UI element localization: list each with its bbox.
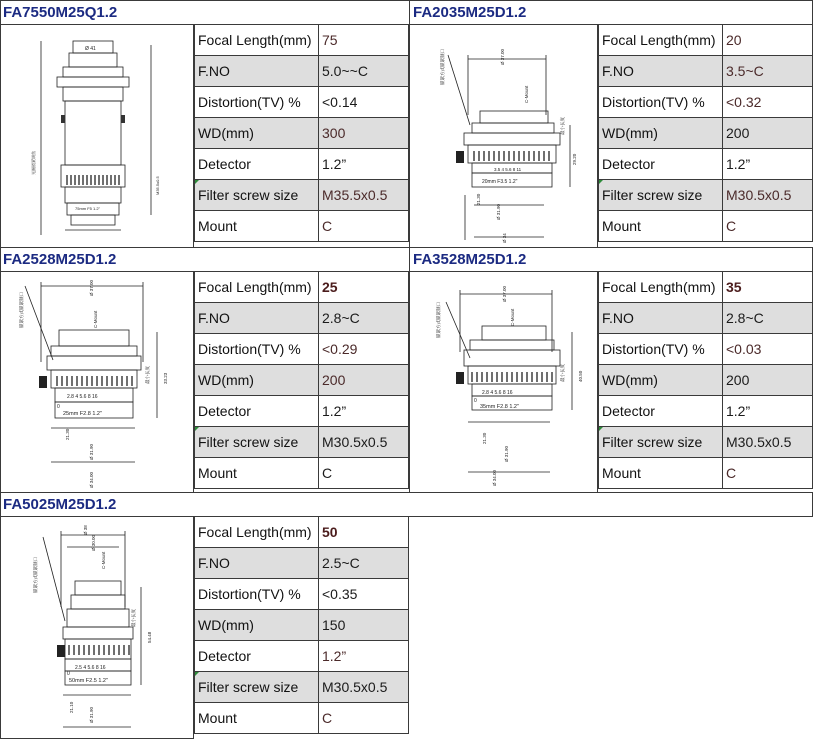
spec-label: F.NO [195,548,319,579]
drawing-label: 50mm F2.5 1.2" [69,678,108,684]
spec-table [194,271,409,489]
spec-label: WD(mm) [599,365,723,396]
drawing-label: Ø 37.00 [89,279,94,296]
spec-label: WD(mm) [599,118,723,149]
spec-value: 1.2” [319,149,409,180]
filter-tick [195,180,199,184]
spec-label: Detector [599,149,723,180]
spec-value: M30.5x0.5 [319,672,409,703]
model-title: FA7550M25Q1.2 [3,4,118,21]
drawing-label: 最小长度 [560,364,565,382]
drawing-label: 锁紧方式锁紧顺口 [440,49,445,85]
spec-label: F.NO [599,303,723,334]
drawing-label: Ø 37.00 [502,285,507,302]
spec-value: C [723,458,813,489]
model-title: FA2528M25D1.2 [3,251,117,268]
spec-value: <0.32 [723,87,813,118]
spec-value: 1.2” [723,149,813,180]
spec-value: 300 [319,118,409,149]
drawing-label: 29.20 [572,153,577,165]
spec-value: M30.5x0.5 [319,427,409,458]
spec-value: 35 [723,272,813,303]
drawing-label: 锁紧方式锁紧顺口 [33,557,38,593]
drawing-label: 0 [474,398,477,404]
spec-label: Focal Length(mm) [599,272,723,303]
drawing-label: C-Mount [510,308,515,326]
spec-value: 20 [723,25,813,56]
spec-label: Filter screw size [195,427,319,458]
spec-label: Mount [599,211,723,242]
spec-table [598,271,813,489]
spec-table [194,516,409,734]
drawing-label: 21.10 [69,701,74,713]
spec-value: 200 [723,118,813,149]
drawing-label: 21.30 [476,193,481,205]
spec-label: Mount [195,211,319,242]
spec-label: Filter screw size [195,672,319,703]
drawing-label: Ø 31.90 [504,445,509,462]
spec-value: 1.2” [723,396,813,427]
drawing-label: C-Mount [101,551,106,569]
drawing-label: Ø 31.90 [89,443,94,460]
spec-value: <0.35 [319,579,409,610]
drawing-label: 20mm F3.5 1.2" [482,179,518,185]
spec-value: 1.2” [319,396,409,427]
spec-value: 200 [723,365,813,396]
lens-drawing [0,271,194,493]
drawing-label: Ø 31.90 [496,203,501,220]
spec-value: M35.5x0.5 [319,180,409,211]
drawing-label: 21.30 [482,432,487,444]
spec-label: Detector [195,396,319,427]
drawing-label: 33.23 [163,372,168,384]
drawing-label: 2.5 4 5.6 8 16 [75,665,106,671]
spec-value: M30.5x0.5 [723,427,813,458]
drawing-label: 3.5 4 5.6 8 11 [494,167,522,172]
drawing-label: Ø 34 [502,233,507,243]
drawing-label: 最小长度 [145,366,150,384]
spec-value: 200 [319,365,409,396]
drawing-label: 75mm F5 1.2" [75,206,100,211]
spec-label: Distortion(TV) % [599,334,723,365]
spec-label: WD(mm) [195,118,319,149]
spec-value: 3.5~C [723,56,813,87]
spec-label: Detector [195,149,319,180]
spec-label: Mount [195,703,319,734]
spec-value: C [319,458,409,489]
drawing-label: 21.30 [65,428,70,440]
spec-value: 2.8~C [723,303,813,334]
drawing-label: Ø 38 [83,525,88,535]
drawing-label: M35.5x0.5 [155,176,160,195]
spec-label: F.NO [195,303,319,334]
model-title-cell [0,247,410,272]
drawing-label: 54.48 [147,631,152,643]
spec-label: Distortion(TV) % [195,579,319,610]
drawing-label: C-Mount [524,85,529,103]
drawing-label: Ø 34.00 [492,469,497,486]
spec-label: Filter screw size [195,180,319,211]
drawing-label: Ø 30.00 [91,534,96,551]
model-title-cell [409,247,813,272]
drawing-label: 2.8 4 5.6 8 16 [67,394,98,400]
drawing-label: 最小长度 [131,609,136,627]
spec-label: Distortion(TV) % [195,334,319,365]
filter-tick [195,427,199,431]
spec-value: <0.29 [319,334,409,365]
spec-label: F.NO [195,56,319,87]
drawing-label: Ø 41 [85,46,96,52]
spec-label: Filter screw size [599,427,723,458]
drawing-label: 锁紧方式锁紧顺口 [436,302,441,338]
spec-label: Focal Length(mm) [195,25,319,56]
drawing-label: 最小长度 [560,117,565,135]
spec-value: 1.2” [319,641,409,672]
spec-label: Focal Length(mm) [195,517,319,548]
drawing-label: 0 [67,671,70,677]
drawing-label: 40.50 [578,370,583,382]
spec-label: Distortion(TV) % [599,87,723,118]
spec-value: C [319,703,409,734]
drawing-label: C-Mount [93,310,98,328]
model-title-cell [0,492,813,517]
lens-drawing [0,24,194,248]
drawing-label: Ø 37.00 [500,48,505,65]
spec-value: 50 [319,517,409,548]
spec-value: 5.0~~C [319,56,409,87]
model-title: FA3528M25D1.2 [413,251,527,268]
drawing-label: 光圈锁紧调焦 [31,151,36,175]
spec-label: F.NO [599,56,723,87]
spec-value: C [723,211,813,242]
spec-value: <0.03 [723,334,813,365]
spec-table [598,24,813,242]
model-title: FA5025M25D1.2 [3,496,117,513]
spec-value: 2.8~C [319,303,409,334]
spec-label: Filter screw size [599,180,723,211]
spec-table [194,24,409,242]
spec-label: Focal Length(mm) [599,25,723,56]
spec-value: 75 [319,25,409,56]
drawing-label: Ø 34.00 [89,471,94,488]
model-title-cell [0,0,410,25]
lens-drawing [409,271,598,493]
spec-label: Detector [599,396,723,427]
filter-tick [195,672,199,676]
model-title: FA2035M25D1.2 [413,4,527,21]
spec-value: 25 [319,272,409,303]
spec-label: Mount [599,458,723,489]
filter-tick [599,427,603,431]
lens-drawing [409,24,598,248]
model-title-cell [409,0,813,25]
spec-label: Mount [195,458,319,489]
drawing-label: 锁紧方式锁紧顺口 [19,292,24,328]
spec-label: Detector [195,641,319,672]
spec-label: Focal Length(mm) [195,272,319,303]
spec-label: Distortion(TV) % [195,87,319,118]
spec-value: <0.14 [319,87,409,118]
spec-value: M30.5x0.5 [723,180,813,211]
spec-value: 150 [319,610,409,641]
filter-tick [599,180,603,184]
spec-value: 2.5~C [319,548,409,579]
lens-drawing [0,516,194,739]
drawing-label: 25mm F2.8 1.2" [63,411,102,417]
spec-label: WD(mm) [195,610,319,641]
drawing-label: 0 [57,404,60,410]
spec-value: C [319,211,409,242]
drawing-label: Ø 31.90 [89,706,94,723]
spec-label: WD(mm) [195,365,319,396]
drawing-label: 2.8 4 5.6 8 16 [482,390,513,396]
drawing-label: 35mm F2.8 1.2" [480,404,519,410]
